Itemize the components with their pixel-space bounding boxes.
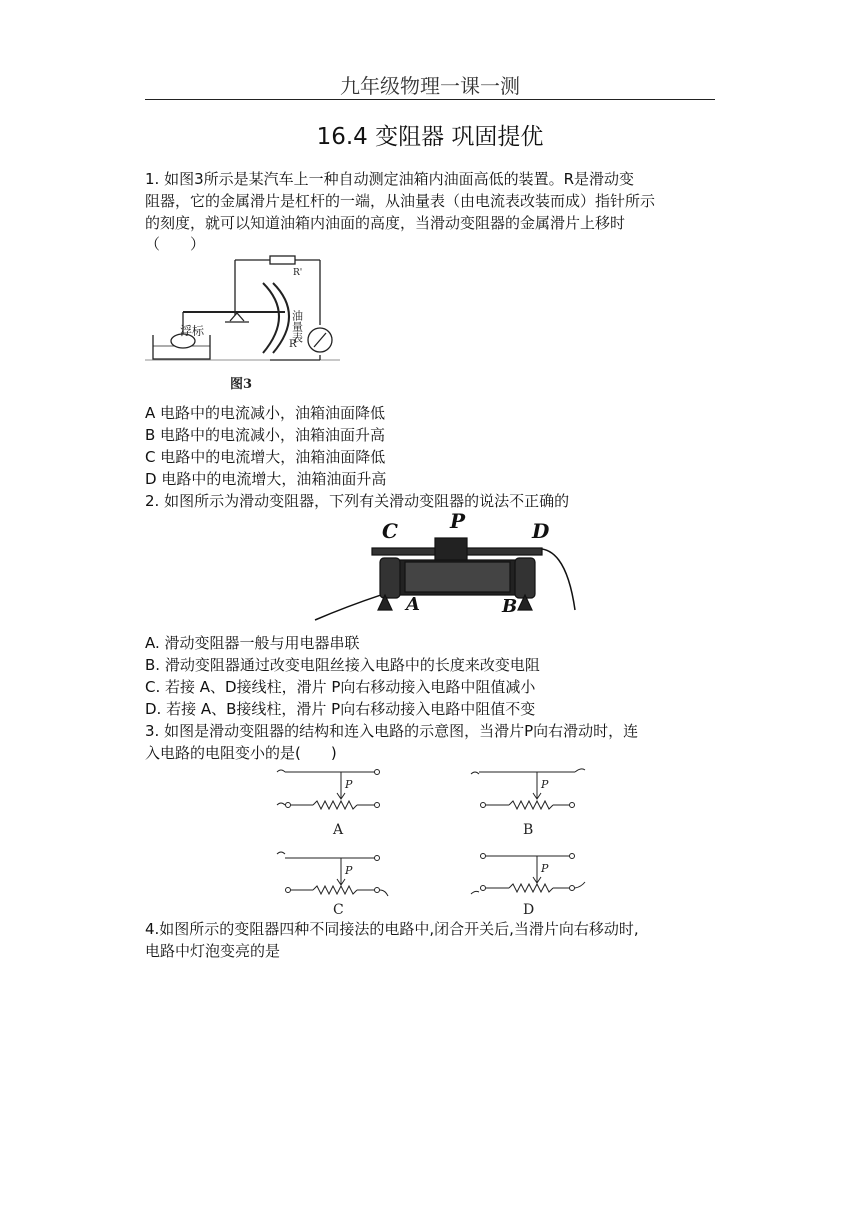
figure-caption: 图3 [230, 377, 253, 392]
float-label: 浮标 [180, 324, 205, 338]
rheostat-photo [310, 510, 580, 625]
q4-line-1: 4.如图所示的变阻器四种不同接法的电路中,闭合开关后,当滑片向右移动时, [145, 920, 639, 938]
terminal-d-label: D [532, 519, 550, 543]
diagram-a-p: P [345, 778, 353, 791]
page-title: 16.4 变阻器 巩固提优 [316, 124, 544, 150]
q1-line-2: 阻器，它的金属滑片是杠杆的一端，从油量表（由电流表改装而成）指针所示 [145, 192, 656, 210]
q1-line-3: 的刻度，就可以知道油箱内油面的高度，当滑动变阻器的金属滑片上移时 [145, 214, 626, 232]
terminal-c-label: C [382, 519, 398, 543]
q2-option-a: A. 滑动变阻器一般与用电器串联 [145, 634, 360, 652]
q1-option-d: D 电路中的电流增大，油箱油面升高 [145, 470, 387, 488]
q3-line-2: 入电路的电阻变小的是( ) [145, 744, 337, 762]
q2-option-d: D. 若接 A、B接线柱，滑片 P向右移动接入电路中阻值不变 [145, 700, 536, 718]
diagram-c-p: P [345, 864, 353, 877]
rheostat-diagrams [275, 762, 595, 918]
q2-stem: 2. 如图所示为滑动变阻器，下列有关滑动变阻器的说法不正确的 [145, 492, 570, 510]
diagram-b-label: B [523, 822, 534, 838]
q4-line-2: 电路中灯泡变亮的是 [145, 942, 281, 960]
q1-option-b: B 电路中的电流减小，油箱油面升高 [145, 426, 386, 444]
q3-line-1: 3. 如图是滑动变阻器的结构和连入电路的示意图，当滑片P向右滑动时，连 [145, 722, 639, 740]
diagram-b-p: P [541, 778, 549, 791]
diagram-a-label: A [333, 822, 344, 838]
r-prime-label: R' [293, 268, 303, 278]
q1-line-1: 1. 如图3所示是某汽车上一种自动测定油箱内油面高低的装置。R是滑动变 [145, 170, 635, 188]
diagram-d-p: P [541, 862, 549, 875]
terminal-a-label: A [406, 594, 420, 615]
q1-option-c: C 电路中的电流增大，油箱油面降低 [145, 448, 386, 466]
header-rule [145, 99, 715, 100]
q1-option-a: A 电路中的电流减小，油箱油面降低 [145, 404, 386, 422]
slider-p-label: P [450, 510, 466, 533]
terminal-b-label: B [502, 596, 518, 617]
diagram-c-label: C [333, 902, 344, 918]
page-header: 九年级物理一课一测 [340, 74, 520, 98]
r-label: R [289, 339, 297, 350]
meter-label: 油量表 [290, 310, 304, 343]
fuel-gauge-figure [145, 255, 355, 395]
q1-line-4: （ ） [145, 235, 206, 253]
q2-option-b: B. 滑动变阻器通过改变电阻丝接入电路中的长度来改变电阻 [145, 656, 540, 674]
q2-option-c: C. 若接 A、D接线柱，滑片 P向右移动接入电路中阻值减小 [145, 678, 536, 696]
diagram-d-label: D [523, 902, 535, 918]
